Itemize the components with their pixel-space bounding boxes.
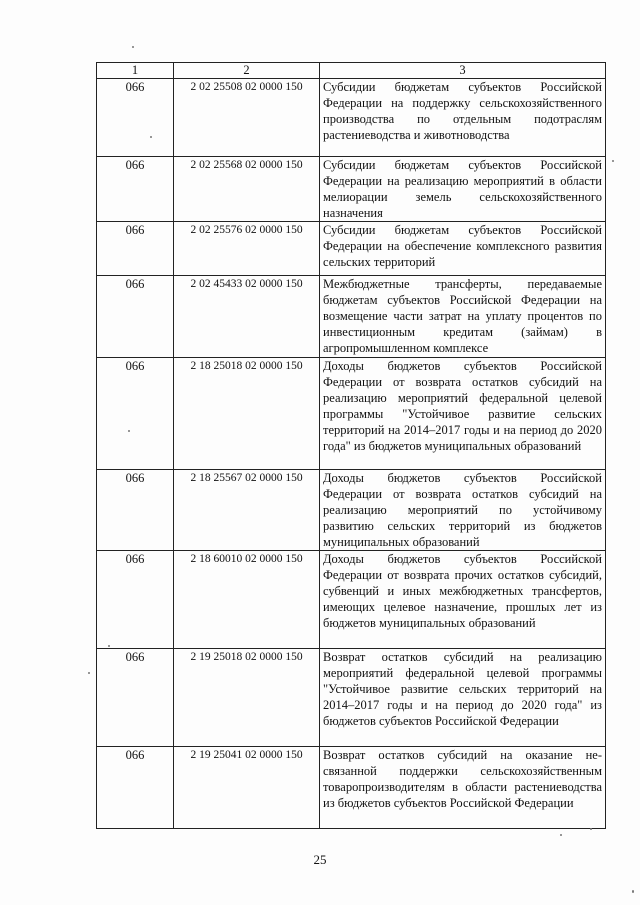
kbk-code-cell: 2 19 25018 02 0000 150 [174, 649, 320, 747]
kbk-code-cell: 2 18 60010 02 0000 150 [174, 551, 320, 649]
scan-speck [108, 645, 110, 647]
header-col-2: 2 [174, 63, 320, 79]
scan-speck [612, 160, 614, 162]
admin-code-cell: 066 [97, 358, 174, 470]
description-cell: Доходы бюджетов субъектов Российской Федерации от возврата прочих остатков субсидий, субвенций и иных межбюджетных трансфертов, имеющих целевое назначение, прошлых лет из бюджетов муниципальных образований [320, 551, 606, 649]
table-row [97, 222, 606, 276]
admin-code-cell: 066 [97, 649, 174, 747]
table-row [97, 358, 606, 470]
scan-speck [132, 46, 134, 48]
kbk-code-cell: 2 18 25018 02 0000 150 [174, 358, 320, 470]
table-row [97, 276, 606, 358]
header-col-3: 3 [320, 63, 606, 79]
admin-code-cell: 066 [97, 551, 174, 649]
description-cell: Субсидии бюджетам субъектов Российской Федерации на поддержку сельскохозяйственного производства по отдельным подотраслям растениеводства и животноводства [320, 79, 606, 157]
admin-code-cell: 066 [97, 222, 174, 276]
header-row [97, 63, 606, 79]
description-cell: Возврат остатков субсидий на реализацию мероприятий федеральной целевой программы "Устойчивое развитие сельских территорий на 2014–2017 годы и на период до 2020 года" из бюджетов субъектов Российской Федерации [320, 649, 606, 747]
scan-speck [88, 672, 90, 674]
kbk-code-cell: 2 02 25576 02 0000 150 [174, 222, 320, 276]
description-cell: Субсидии бюджетам субъектов Российской Федерации на обеспечение комплексного развития сельских территорий [320, 222, 606, 276]
table-row [97, 551, 606, 649]
scan-speck [590, 828, 592, 830]
table-row [97, 157, 606, 222]
description-cell: Доходы бюджетов субъектов Российской Федерации от возврата остатков субсидий на реализацию мероприятий по устойчивому развитию сельских территорий из бюджетов муниципальных образований [320, 470, 606, 551]
admin-code-cell: 066 [97, 157, 174, 222]
kbk-code-cell: 2 02 25568 02 0000 150 [174, 157, 320, 222]
table-row [97, 79, 606, 157]
table-header [97, 63, 606, 79]
description-cell: Доходы бюджетов субъектов Российской Федерации от возврата остатков субсидий на реализацию мероприятий федеральной целевой программы "Устойчивое развитие сельских территорий на 2014–2017 годы и на период до 2020 года" из бюджетов муниципальных образований [320, 358, 606, 470]
admin-code-cell: 066 [97, 747, 174, 829]
table-body [97, 79, 606, 829]
scan-speck [560, 834, 562, 836]
admin-code-cell: 066 [97, 470, 174, 551]
scan-speck [150, 136, 152, 138]
revenue-classification-table [96, 62, 606, 829]
kbk-code-cell: 2 19 25041 02 0000 150 [174, 747, 320, 829]
header-col-1: 1 [97, 63, 174, 79]
description-cell: Возврат остатков субсидий на оказание несвязанной поддержки сельскохозяйственным товаропроизводителям в области растениеводства из бюджетов субъектов Российской Федерации [320, 747, 606, 829]
table-row [97, 649, 606, 747]
description-cell: Субсидии бюджетам субъектов Российской Федерации на реализацию мероприятий в области мелиорации земель сельскохозяйственного назначения [320, 157, 606, 222]
kbk-code-cell: 2 18 25567 02 0000 150 [174, 470, 320, 551]
kbk-code-cell: 2 02 25508 02 0000 150 [174, 79, 320, 157]
table-row [97, 747, 606, 829]
admin-code-cell: 066 [97, 79, 174, 157]
table-row [97, 470, 606, 551]
description-cell: Межбюджетные трансферты, передаваемые бюджетам субъектов Российской Федерации на возмещение части затрат на уплату процентов по инвестиционным кредитам (займам) в агропромышленном комплексе [320, 276, 606, 358]
scan-speck [632, 890, 634, 893]
admin-code-cell: 066 [97, 276, 174, 358]
scan-speck [128, 430, 130, 432]
kbk-code-cell: 2 02 45433 02 0000 150 [174, 276, 320, 358]
page-number: 25 [313, 852, 327, 867]
